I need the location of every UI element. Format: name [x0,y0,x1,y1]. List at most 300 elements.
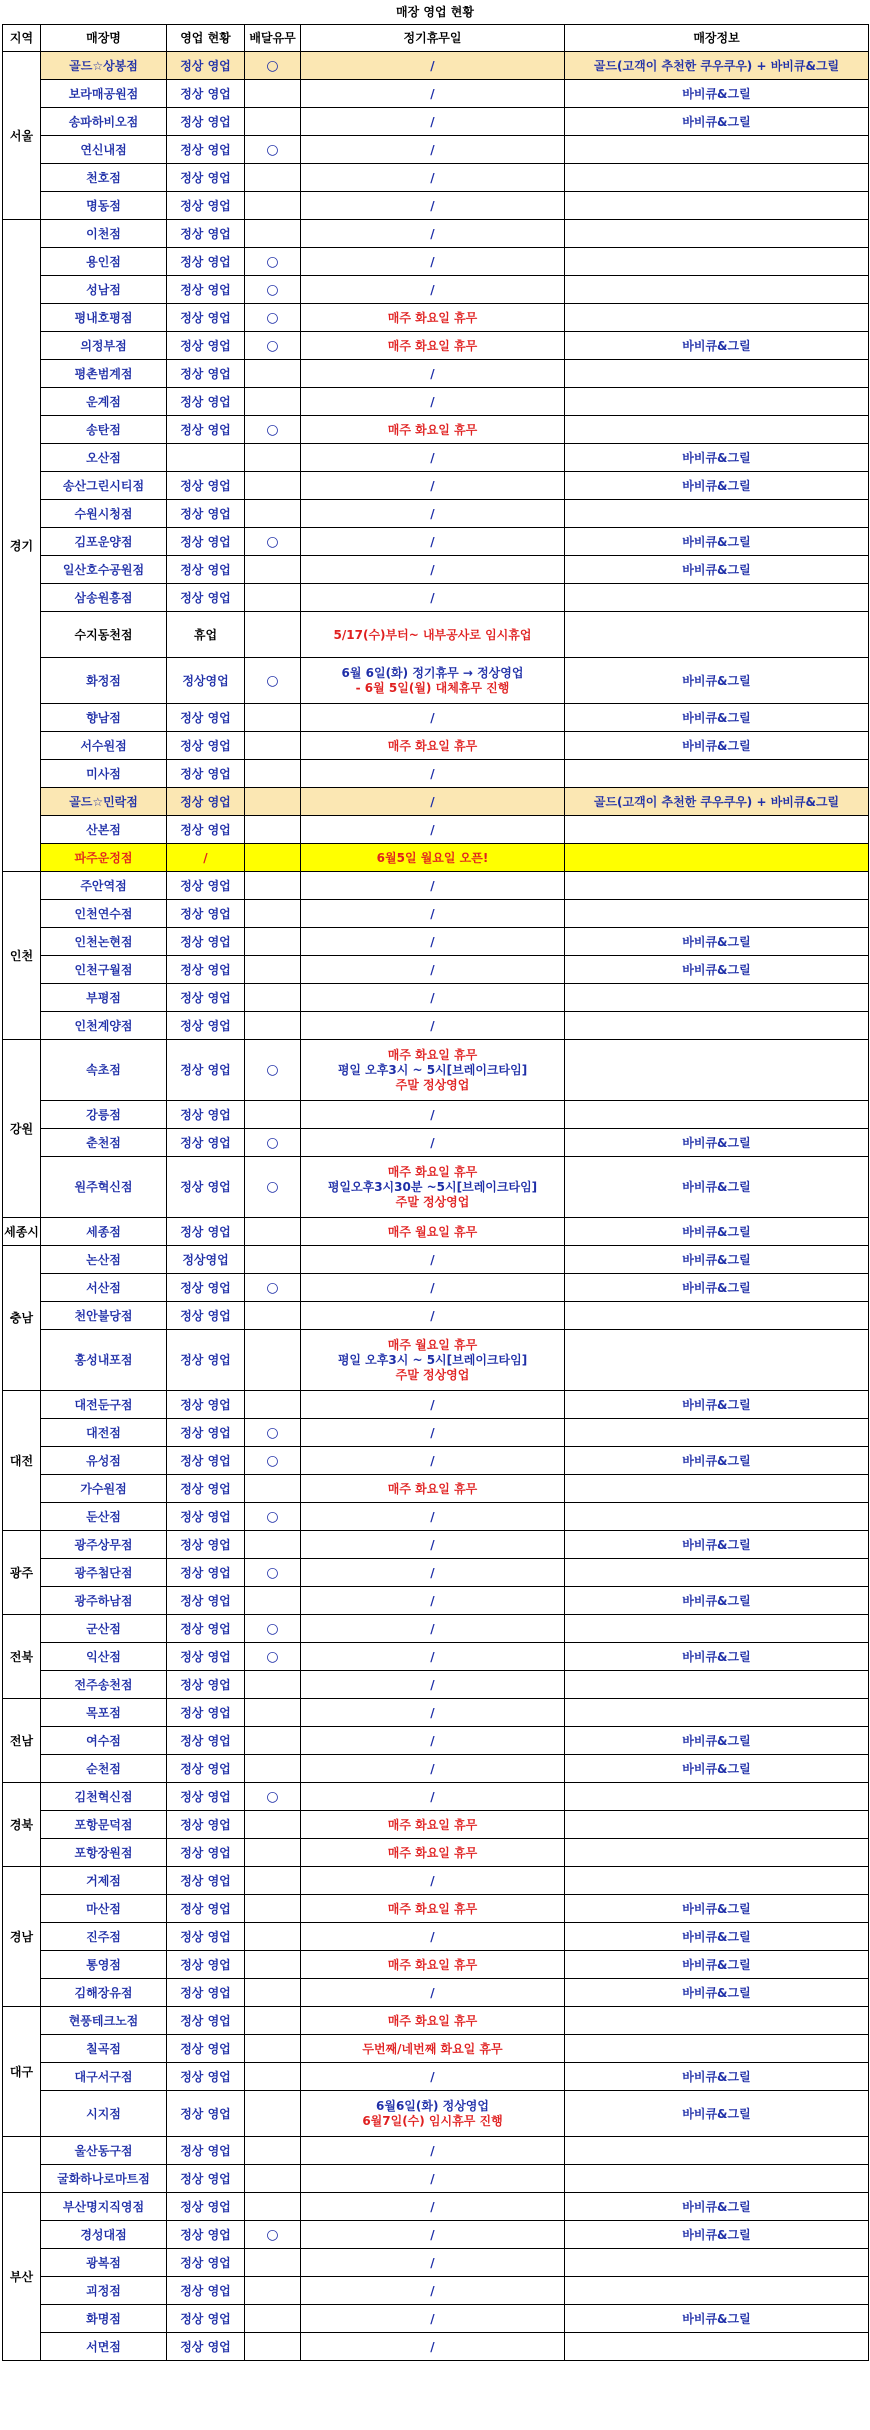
closed-day-cell: / [301,52,565,80]
store-table [2,24,869,2361]
store-name: 대전점 [41,1419,167,1447]
store-name: 연신내점 [41,136,167,164]
store-info-cell [565,1699,869,1727]
store-info-cell: 바비큐&그릴 [565,1895,869,1923]
store-name: 보라매공원점 [41,80,167,108]
closed-day-cell: / [301,984,565,1012]
table-row [3,1302,869,1330]
store-info-cell: 바비큐&그릴 [565,1246,869,1274]
status-cell: 휴업 [167,612,245,658]
table-row [3,1531,869,1559]
status-cell: 정상 영업 [167,1699,245,1727]
delivery-cell [245,1531,301,1559]
store-name: 파주운정점 [41,844,167,872]
table-row [3,2305,869,2333]
delivery-cell: ○ [245,1129,301,1157]
closed-day-cell: / [301,108,565,136]
table-row [3,2249,869,2277]
status-cell: 정상 영업 [167,584,245,612]
closed-day-cell: / [301,1129,565,1157]
closed-day-cell: / [301,1447,565,1475]
delivery-cell [245,2305,301,2333]
store-name: 마산점 [41,1895,167,1923]
delivery-cell [245,500,301,528]
status-cell: 정상 영업 [167,1129,245,1157]
closed-day-cell: 매주 화요일 휴무 [301,1895,565,1923]
delivery-cell [245,556,301,584]
region-cell: 서울 [3,52,41,220]
status-cell: 정상 영업 [167,304,245,332]
store-info-cell [565,1867,869,1895]
store-info-cell: 바비큐&그릴 [565,1979,869,2007]
table-row [3,556,869,584]
store-info-cell [565,900,869,928]
store-name: 경성대점 [41,2221,167,2249]
closed-day-cell: / [301,1727,565,1755]
status-cell: 정상 영업 [167,528,245,556]
store-name: 송산그린시티점 [41,472,167,500]
store-info-cell: 바비큐&그릴 [565,1531,869,1559]
delivery-cell [245,2193,301,2221]
closed-day-cell: / [301,928,565,956]
delivery-cell [245,2249,301,2277]
closed-day-cell: 두번째/네번째 화요일 휴무 [301,2035,565,2063]
delivery-cell [245,1671,301,1699]
table-row [3,2277,869,2305]
delivery-cell [245,1012,301,1040]
store-info-cell: 바비큐&그릴 [565,928,869,956]
store-name: 부평점 [41,984,167,1012]
status-cell: 정상 영업 [167,2277,245,2305]
store-name: 광주하남점 [41,1587,167,1615]
store-info-cell: 바비큐&그릴 [565,956,869,984]
status-cell: 정상 영업 [167,2305,245,2333]
page-title: 매장 영업 현황 [396,5,474,19]
store-info-cell [565,1811,869,1839]
closed-day-cell: / [301,2063,565,2091]
store-name: 평촌범계점 [41,360,167,388]
table-row [3,788,869,816]
table-row [3,1419,869,1447]
store-info-cell [565,2165,869,2193]
status-cell: 정상 영업 [167,1951,245,1979]
delivery-cell [245,444,301,472]
table-row [3,360,869,388]
closed-day-line: 주말 정상영업 [395,1367,470,1382]
closed-day-cell [301,1040,565,1101]
closed-day-line: 매주 화요일 휴무 [387,1164,478,1179]
store-info-cell [565,984,869,1012]
region-cell: 전북 [3,1615,41,1699]
delivery-cell [245,872,301,900]
status-cell: 정상 영업 [167,928,245,956]
store-name: 포항문덕점 [41,1811,167,1839]
region-cell: 강원 [3,1040,41,1218]
store-info-cell: 바비큐&그릴 [565,528,869,556]
table-row [3,1475,869,1503]
store-info-cell: 바비큐&그릴 [565,2063,869,2091]
status-cell: 정상 영업 [167,164,245,192]
table-row [3,500,869,528]
store-info-cell [565,872,869,900]
table-row [3,388,869,416]
status-cell [167,444,245,472]
store-name: 부산명지직영점 [41,2193,167,2221]
store-info-cell: 바비큐&그릴 [565,1755,869,1783]
delivery-cell [245,1246,301,1274]
store-info-cell [565,612,869,658]
store-name: 대구서구점 [41,2063,167,2091]
delivery-cell: ○ [245,658,301,704]
store-name: 군산점 [41,1615,167,1643]
status-cell: 정상 영업 [167,984,245,1012]
store-name: 천호점 [41,164,167,192]
store-info-cell [565,760,869,788]
delivery-cell [245,2333,301,2361]
delivery-cell [245,1699,301,1727]
table-row [3,900,869,928]
store-info-cell [565,1330,869,1391]
closed-day-line: 평일오후3시30분 ~5시[브레이크타임] [327,1179,538,1194]
store-info-cell: 바비큐&그릴 [565,2193,869,2221]
table-row [3,2091,869,2137]
table-row [3,872,869,900]
closed-day-cell: / [301,220,565,248]
store-name: 인천논현점 [41,928,167,956]
delivery-cell [245,2007,301,2035]
table-row [3,1839,869,1867]
closed-day-cell: 매주 화요일 휴무 [301,732,565,760]
store-name: 거제점 [41,1867,167,1895]
delivery-cell [245,1839,301,1867]
table-row [3,1643,869,1671]
store-name: 현풍테크노점 [41,2007,167,2035]
store-name: 주안역점 [41,872,167,900]
store-info-cell: 바비큐&그릴 [565,1157,869,1218]
store-name: 천안불당점 [41,1302,167,1330]
status-cell: 정상 영업 [167,416,245,444]
delivery-cell [245,928,301,956]
delivery-cell [245,1867,301,1895]
closed-day-line: 평일 오후3시 ~ 5시[브레이크타임] [337,1062,528,1077]
status-cell: 정상 영업 [167,388,245,416]
store-name: 진주점 [41,1923,167,1951]
store-name: 김천혁신점 [41,1783,167,1811]
store-info-cell: 바비큐&그릴 [565,1218,869,1246]
delivery-cell: ○ [245,1783,301,1811]
status-cell: 정상 영업 [167,2221,245,2249]
store-info-cell [565,1101,869,1129]
store-info-cell [565,1040,869,1101]
closed-day-cell: / [301,1302,565,1330]
closed-day-cell: / [301,584,565,612]
status-cell: 정상 영업 [167,472,245,500]
store-info-cell: 바비큐&그릴 [565,732,869,760]
table-row [3,1129,869,1157]
table-row [3,2007,869,2035]
closed-day-cell: / [301,1559,565,1587]
store-info-cell: 골드(고객이 추천한 쿠우쿠우) + 바비큐&그릴 [565,788,869,816]
region-cell: 충남 [3,1246,41,1391]
table-row [3,1012,869,1040]
closed-day-cell: 매주 화요일 휴무 [301,332,565,360]
status-cell: 정상 영업 [167,1012,245,1040]
table-row [3,2165,869,2193]
closed-day-cell: / [301,80,565,108]
store-name: 수원시청점 [41,500,167,528]
closed-day-cell: 매주 화요일 휴무 [301,416,565,444]
store-info-cell [565,1475,869,1503]
store-name: 여수점 [41,1727,167,1755]
closed-day-cell: / [301,528,565,556]
status-cell: 정상 영업 [167,1330,245,1391]
status-cell: 정상 영업 [167,816,245,844]
status-cell: 정상 영업 [167,1274,245,1302]
status-cell: 정상 영업 [167,1040,245,1101]
delivery-cell: ○ [245,1559,301,1587]
table-row [3,192,869,220]
closed-day-cell [301,2091,565,2137]
store-name: 포항장원점 [41,1839,167,1867]
closed-day-cell: / [301,1101,565,1129]
status-cell: 정상 영업 [167,1447,245,1475]
header-row [3,25,869,52]
store-info-cell [565,1671,869,1699]
table-row [3,304,869,332]
header-status: 영업 현황 [167,25,245,52]
store-info-cell: 바비큐&그릴 [565,1923,869,1951]
store-name: 논산점 [41,1246,167,1274]
store-name: 유성점 [41,1447,167,1475]
table-row [3,612,869,658]
store-info-cell [565,2137,869,2165]
store-info-cell [565,360,869,388]
table-row [3,164,869,192]
closed-day-cell: / [301,1923,565,1951]
status-cell: 정상 영업 [167,2193,245,2221]
closed-day-cell: / [301,388,565,416]
table-row [3,1274,869,1302]
store-name: 칠곡점 [41,2035,167,2063]
status-cell: 정상 영업 [167,80,245,108]
store-name: 춘천점 [41,1129,167,1157]
table-row [3,1867,869,1895]
store-name: 통영점 [41,1951,167,1979]
delivery-cell [245,788,301,816]
delivery-cell [245,956,301,984]
store-info-cell [565,276,869,304]
delivery-cell [245,984,301,1012]
store-info-cell [565,1839,869,1867]
delivery-cell [245,1895,301,1923]
store-name: 인천계양점 [41,1012,167,1040]
closed-day-cell: / [301,136,565,164]
store-name: 삼송원흥점 [41,584,167,612]
delivery-cell: ○ [245,1503,301,1531]
store-name: 굴화하나로마트점 [41,2165,167,2193]
table-row [3,108,869,136]
status-cell: 정상 영업 [167,900,245,928]
status-cell: 정상 영업 [167,1218,245,1246]
closed-day-cell: / [301,2137,565,2165]
delivery-cell: ○ [245,304,301,332]
closed-day-cell: / [301,956,565,984]
store-name: 골드☆민락점 [41,788,167,816]
closed-day-cell: / [301,1503,565,1531]
table-row [3,928,869,956]
store-info-cell [565,500,869,528]
store-info-cell [565,2007,869,2035]
delivery-cell [245,1727,301,1755]
table-row [3,1246,869,1274]
status-cell: 정상 영업 [167,2249,245,2277]
status-cell: 정상 영업 [167,1643,245,1671]
delivery-cell [245,80,301,108]
store-info-cell: 바비큐&그릴 [565,2091,869,2137]
closed-day-cell: 매주 월요일 휴무 [301,1218,565,1246]
delivery-cell: ○ [245,1643,301,1671]
status-cell: 정상 영업 [167,2035,245,2063]
closed-day-cell: / [301,816,565,844]
delivery-cell [245,1391,301,1419]
closed-day-line: - 6월 5일(월) 대체휴무 진행 [355,680,510,695]
closed-day-cell: 6월5일 월요일 오픈! [301,844,565,872]
region-cell: 전남 [3,1699,41,1783]
delivery-cell [245,2091,301,2137]
region-cell [3,2137,41,2193]
closed-day-cell: / [301,704,565,732]
table-row [3,2333,869,2361]
closed-day-cell: / [301,1391,565,1419]
closed-day-cell: / [301,1783,565,1811]
store-info-cell: 바비큐&그릴 [565,1727,869,1755]
delivery-cell [245,164,301,192]
store-info-cell: 바비큐&그릴 [565,704,869,732]
status-cell: 정상영업 [167,1246,245,1274]
store-name: 오산점 [41,444,167,472]
status-cell: 정상 영업 [167,956,245,984]
store-name: 괴정점 [41,2277,167,2305]
closed-day-cell: / [301,1867,565,1895]
delivery-cell: ○ [245,1447,301,1475]
table-row [3,332,869,360]
delivery-cell [245,1218,301,1246]
store-name: 송파하비오점 [41,108,167,136]
region-cell: 인천 [3,872,41,1040]
store-info-cell [565,220,869,248]
status-cell: 정상 영업 [167,220,245,248]
status-cell: 정상 영업 [167,360,245,388]
closed-day-line: 6월 6일(화) 정기휴무 → 정상영업 [341,665,524,680]
store-name: 목포점 [41,1699,167,1727]
status-cell: 정상 영업 [167,1979,245,2007]
table-row [3,1218,869,1246]
status-cell: 정상 영업 [167,1727,245,1755]
store-info-cell [565,1503,869,1531]
table-row [3,704,869,732]
closed-day-cell: 매주 화요일 휴무 [301,2007,565,2035]
status-cell: 정상 영업 [167,556,245,584]
delivery-cell [245,360,301,388]
table-row [3,956,869,984]
status-cell: 정상 영업 [167,1615,245,1643]
store-name: 골드☆상봉점 [41,52,167,80]
store-name: 속초점 [41,1040,167,1101]
store-info-cell [565,844,869,872]
region-cell: 경남 [3,1867,41,2007]
closed-day-cell: / [301,1274,565,1302]
closed-day-cell: / [301,360,565,388]
store-name: 일산호수공원점 [41,556,167,584]
table-row [3,1587,869,1615]
store-info-cell: 바비큐&그릴 [565,472,869,500]
store-info-cell [565,1012,869,1040]
closed-day-line: 주말 정상영업 [395,1194,470,1209]
store-name: 광복점 [41,2249,167,2277]
store-info-cell: 바비큐&그릴 [565,556,869,584]
status-cell: 정상 영업 [167,500,245,528]
store-info-cell [565,1302,869,1330]
status-cell: 정상 영업 [167,1811,245,1839]
closed-day-cell: 매주 화요일 휴무 [301,1475,565,1503]
store-name: 순천점 [41,1755,167,1783]
closed-day-line: 6월7일(수) 임시휴무 진행 [362,2113,503,2128]
store-info-cell [565,816,869,844]
closed-day-cell: / [301,2193,565,2221]
store-name: 둔산점 [41,1503,167,1531]
store-info-cell [565,2035,869,2063]
status-cell: 정상 영업 [167,1157,245,1218]
store-name: 대전둔구점 [41,1391,167,1419]
table-row [3,1615,869,1643]
store-name: 화명점 [41,2305,167,2333]
table-row [3,1157,869,1218]
store-name: 가수원점 [41,1475,167,1503]
table-row [3,1783,869,1811]
closed-day-cell [301,1157,565,1218]
table-row [3,584,869,612]
store-name: 서수원점 [41,732,167,760]
store-name: 전주송천점 [41,1671,167,1699]
status-cell: 정상 영업 [167,108,245,136]
table-row [3,1979,869,2007]
store-info-cell [565,1783,869,1811]
table-row [3,2137,869,2165]
store-info-cell [565,1419,869,1447]
table-row [3,732,869,760]
delivery-cell [245,1923,301,1951]
closed-day-cell: / [301,2333,565,2361]
delivery-cell: ○ [245,248,301,276]
store-name: 명동점 [41,192,167,220]
closed-day-cell: / [301,2277,565,2305]
table-row [3,2221,869,2249]
delivery-cell [245,1302,301,1330]
store-name: 익산점 [41,1643,167,1671]
store-name: 인천연수점 [41,900,167,928]
closed-day-line: 매주 화요일 휴무 [387,1047,478,1062]
status-cell: 정상 영업 [167,1783,245,1811]
status-cell: 정상 영업 [167,1867,245,1895]
delivery-cell: ○ [245,2221,301,2249]
delivery-cell [245,472,301,500]
closed-day-cell: / [301,760,565,788]
table-row [3,1671,869,1699]
store-info-cell: 바비큐&그릴 [565,1643,869,1671]
store-info-cell: 골드(고객이 추천한 쿠우쿠우) + 바비큐&그릴 [565,52,869,80]
closed-day-cell: / [301,1419,565,1447]
status-cell: 정상 영업 [167,1391,245,1419]
